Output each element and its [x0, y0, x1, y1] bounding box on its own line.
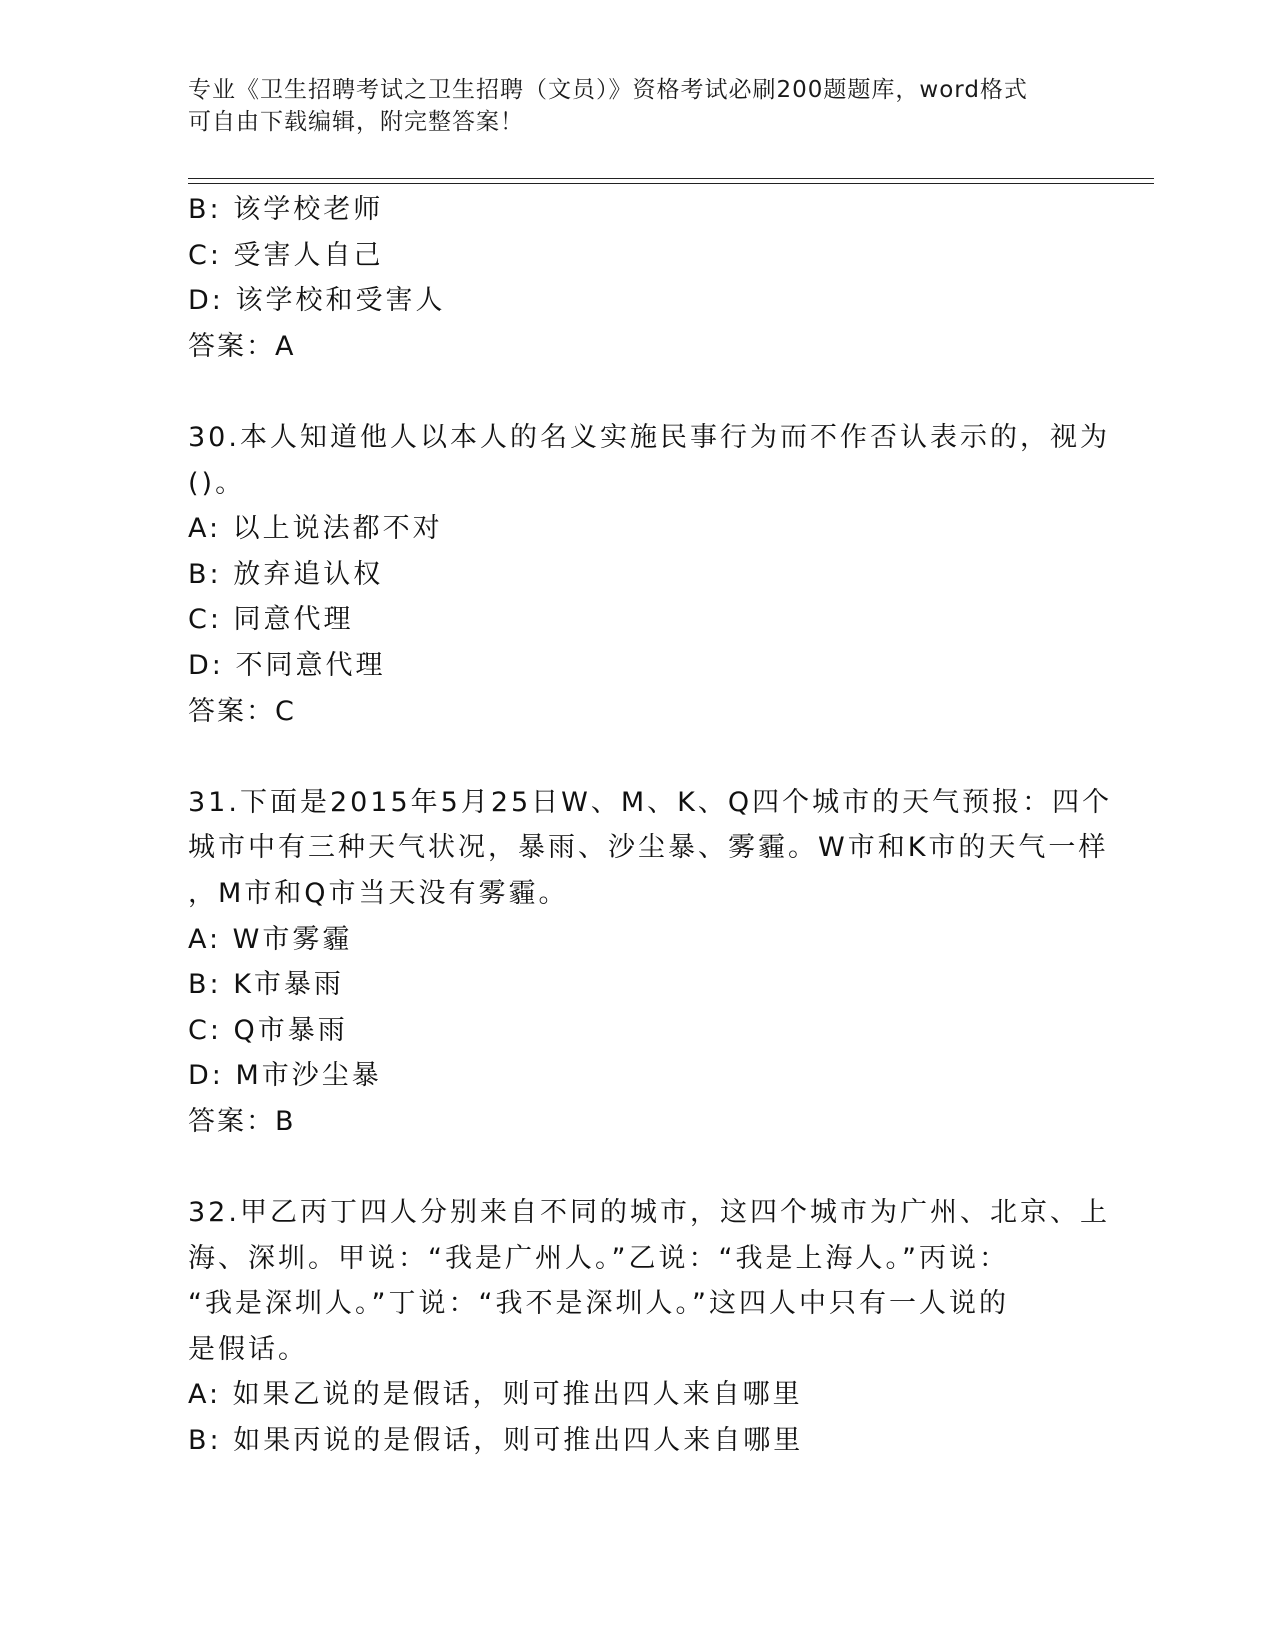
question-stem-line: “我是深圳人。”丁说：“我不是深圳人。”这四人中只有一人说的 [188, 1288, 1009, 1320]
header-line-2: 可自由下载编辑，附完整答案！ [188, 109, 524, 135]
option-c: C: 同意代理 [188, 604, 354, 636]
option-b: B: 如果丙说的是假话，则可推出四人来自哪里 [188, 1425, 804, 1457]
option-d: D: 该学校和受害人 [188, 285, 446, 317]
option-a: A: 以上说法都不对 [188, 513, 443, 545]
option-a: A: W市雾霾 [188, 923, 353, 955]
question-stem-line: 海、深圳。甲说：“我是广州人。”乙说：“我是上海人。”丙说： [188, 1242, 1009, 1274]
option-d: D: M市沙尘暴 [188, 1060, 382, 1092]
option-b: B: 该学校老师 [188, 194, 384, 225]
question-32 [188, 1190, 1108, 1464]
option-c: C: 受害人自己 [188, 239, 384, 271]
header-rule-top [188, 178, 1154, 179]
question-stem-line: 是假话。 [188, 1333, 308, 1365]
question-stem-line: 城市中有三种天气状况，暴雨、沙尘暴、雾霾。W市和K市的天气一样 [188, 832, 1109, 864]
header-rule-bottom [188, 183, 1154, 184]
option-c: C: Q市暴雨 [188, 1014, 348, 1046]
option-b: B: 放弃追认权 [188, 558, 384, 590]
question-stem-line: ()。 [188, 467, 246, 499]
question-stem-line: 31.下面是2015年5月25日W、M、K、Q四个城市的天气预报：四个 [188, 786, 1113, 818]
spacer [188, 369, 1108, 415]
question-29 [188, 187, 1108, 369]
answer: 答案：A [188, 330, 296, 362]
question-31 [188, 780, 1113, 1145]
option-a: A: 如果乙说的是假话，则可推出四人来自哪里 [188, 1379, 803, 1411]
spacer [188, 734, 1108, 780]
question-30 [188, 415, 1108, 734]
document-body [188, 187, 1113, 1464]
option-b: B: K市暴雨 [188, 969, 344, 1001]
answer: 答案：C [188, 695, 296, 727]
option-d: D: 不同意代理 [188, 649, 386, 681]
question-stem-line: 30.本人知道他人以本人的名义实施民事行为而不作否认表示的，视为 [188, 421, 1110, 453]
header-line-1: 专业《卫生招聘考试之卫生招聘（文员）》资格考试必刷200题题库，word格式 [188, 77, 1028, 103]
answer: 答案：B [188, 1105, 296, 1137]
question-stem-line: 32.甲乙丙丁四人分别来自不同的城市，这四个城市为广州、北京、上 [188, 1197, 1110, 1229]
spacer [188, 1144, 1108, 1190]
page-header [188, 74, 1068, 138]
question-stem-line: ，M市和Q市当天没有雾霾。 [188, 877, 569, 909]
